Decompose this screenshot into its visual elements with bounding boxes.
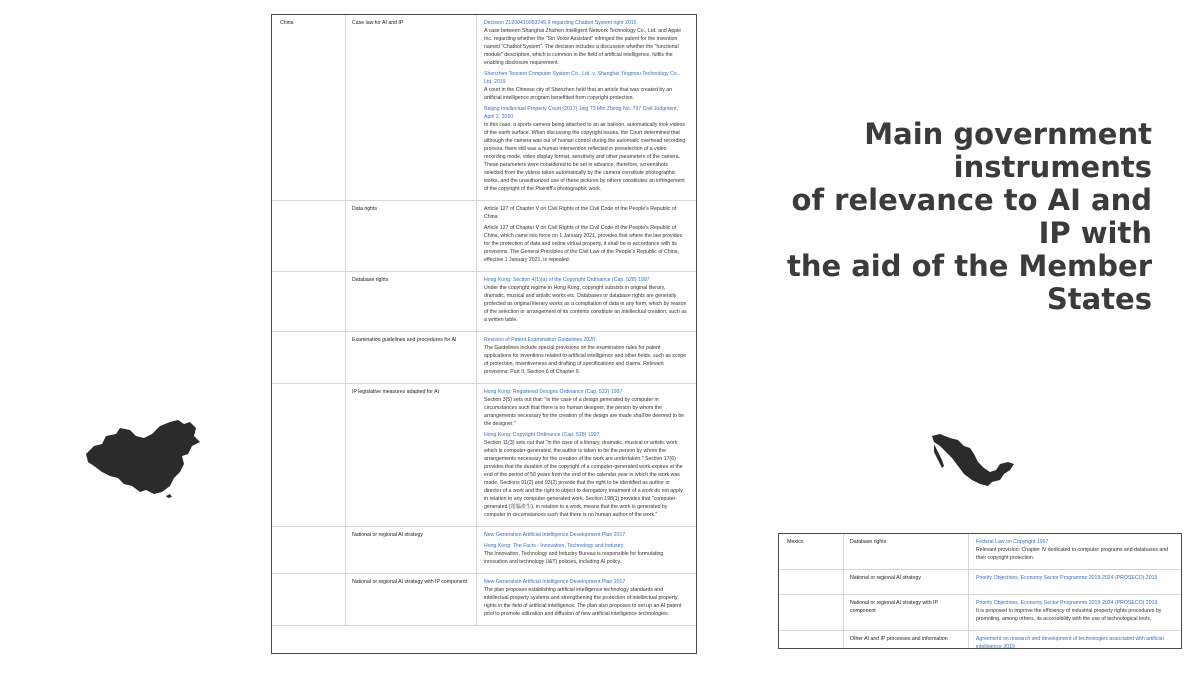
instrument-description: Relevant provision: Chapter IV dedicated to computer programs and databases and their copyright protection. — [976, 547, 1169, 561]
instrument-cell — [968, 570, 1181, 594]
instrument-link[interactable]: New Generation Artificial Intelligence Development Plan 2017 — [484, 532, 626, 538]
china-document-panel — [271, 14, 697, 654]
instrument-cell — [476, 332, 696, 383]
instrument-entry — [484, 205, 688, 221]
instrument-link[interactable]: Hong Kong: The Facts - Innovation, Technology and Industry — [484, 543, 624, 549]
table-row — [272, 574, 696, 626]
instrument-link[interactable]: Hong Kong: Registered Designs Ordinance (Cap. 522) 1997 — [484, 389, 623, 395]
mexico-document-panel — [778, 533, 1182, 649]
instrument-cell — [476, 384, 696, 526]
china-table — [272, 15, 696, 626]
instrument-link[interactable]: New Generation Artificial Intelligence Development Plan 2017 — [484, 579, 626, 585]
category-cell: National or regional AI strategy with IP component — [345, 574, 476, 625]
instrument-entry — [484, 105, 688, 193]
instrument-link[interactable]: Decision ZL200410053749.9 regarding Chatbot System right 2015 — [484, 20, 637, 26]
mexico-map-icon — [930, 430, 1016, 488]
country-cell: China — [280, 20, 294, 26]
country-cell — [779, 570, 843, 594]
instrument-description: Article 127 of Chapter V on Civil Rights of the Civil Code of the People's Republic of China, which came into force on 1 January 2021, provides that where the law provides for the protection of data and online virtual property, it shall be in accordance with its provisions. The General Principles of the Civil Law of the People's Republic of China, effective 1 January 2021, is repealed. — [484, 225, 683, 263]
instrument-cell — [476, 527, 696, 573]
table-row — [272, 527, 696, 574]
instrument-description: The Guidelines include special provisions on the examination rules for patent applications for inventions related to artificial intelligence and other fields, such as scope of protection, inventiveness and drafting of specifications and claims. Relevant provisions: Part II, Section 6 of Chapter 9. — [484, 345, 687, 375]
table-row — [779, 534, 1181, 570]
instrument-cell — [476, 272, 696, 331]
table-row — [272, 272, 696, 332]
category-cell: Data rights — [345, 201, 476, 271]
instrument-description: Under the copyright regime in Hong Kong, copyright subsists in original literary, dramatic, musical and artistic works etc. Databases or database rights are generally protected as original literary works as a compilation of data in any form, which by reason of the selection or arrangement of its contents constitute an intellectual creation, such as a written table. — [484, 285, 687, 323]
instrument-link[interactable]: Priority Objectives, Economy Sector Programme 2019-2024 (PROSECO) 2019 — [976, 575, 1158, 581]
country-cell — [779, 631, 843, 649]
headline-line-3: the aid of the Member States — [786, 249, 1152, 316]
country-cell — [272, 201, 345, 271]
instrument-cell — [968, 631, 1181, 649]
instrument-entry — [484, 531, 688, 539]
instrument-entry — [484, 542, 688, 566]
instrument-cell — [476, 201, 696, 271]
china-map-icon — [80, 416, 204, 498]
table-row — [779, 570, 1181, 595]
instrument-description: Section 3(5) sets out that: "in the case of a design generated by computer in circumstances such that there is no human designer, the person by whom the arrangements necessary for the creation of the design are made shall be deemed to be the designer." — [484, 397, 685, 427]
headline-line-1: Main government instruments — [864, 117, 1152, 184]
instrument-link[interactable]: Federal Law on Copyright 1997 — [976, 539, 1049, 545]
instrument-link[interactable]: Agreement on research and development of technologies associated with artificial intelligence 2019 — [976, 636, 1164, 649]
category-cell: National or regional AI strategy — [345, 527, 476, 573]
instrument-description: A case between Shanghai Zhizhen Intelligent Network Technology Co., Ltd. and Apple Inc. regarding whether the "Siri Voice Assistant" infringed the patent for the invention named "Chatbot System". The decision includes a discussion whether the "functional module" description, which is common in the field of artificial intelligence, fulfils the enabling disclosure requirement. — [484, 28, 682, 66]
table-row — [272, 332, 696, 384]
country-cell — [272, 384, 345, 526]
instrument-cell — [476, 574, 696, 625]
instrument-link[interactable]: Revision of Patent Examination Guidelines 2020 — [484, 337, 596, 343]
table-row — [272, 384, 696, 527]
category-cell: Examination guidelines and procedures for AI — [345, 332, 476, 383]
instrument-description: It is proposed to improve the efficiency of industrial property rights procedures by promoting, among others, its accessibility with the use of technological tools. — [976, 608, 1162, 622]
instrument-link[interactable]: Beijing Intellectual Property Court (2017) Jing 73 Min Zhong No. 797 Civil Judgment, April 2, 2020 — [484, 106, 679, 120]
instrument-entry — [484, 224, 688, 264]
instrument-link[interactable]: Hong Kong: Section 4(1)(a) of the Copyright Ordinance (Cap. 528) 1997 — [484, 277, 650, 283]
instrument-description: Section 11(3) sets out that "in the case of a literary, dramatic, musical or artistic work which is computer-generated, the author is taken to be the person by whom the arrangements necessary for the creation of the work are undertaken." Section 17(6) provides that the duration of the copyright of a computer-generated work expires at the end of the period of 50 years from the end of the calendar year in which the work was made. Sections 91(2) and 93(2) provide that the right to be identified as author or director of a work and the right to object to derogatory treatment of a work do not apply in relation to any computer-generated work. Section 198(1) provides that "computer-generated (電腦產生), in relation to a work, means that the work is generated by computer in circumstances such that there is no human author of the work." — [484, 440, 683, 518]
country-cell — [272, 272, 345, 331]
instrument-entry — [484, 19, 688, 67]
country-cell — [272, 332, 345, 383]
country-cell — [272, 527, 345, 573]
instrument-description: The plan proposes establishing artificial intelligence technology standards and intellectual property systems and strengthening the protection of intellectual property rights in the field of artificial intelligence. The plan also proposes to set up an AI patent pool to promote utilization and diffusion of new artificial intelligence technologies. — [484, 587, 682, 617]
country-cell — [272, 574, 345, 625]
category-cell: IP legislative measures adapted for AI — [345, 384, 476, 526]
country-cell: Mexico — [787, 539, 804, 545]
category-cell: Other AI and IP processes and information — [843, 631, 968, 649]
instrument-entry — [484, 578, 688, 618]
category-cell: Case law for AI and IP — [345, 15, 476, 200]
category-cell: Database rights — [843, 534, 968, 569]
table-row — [272, 15, 696, 201]
instrument-description: A court in the Chinese city of Shenzhen held that an article that was created by an artificial intelligence program benefitted from copyright protection. — [484, 87, 673, 101]
instrument-cell — [968, 534, 1181, 569]
table-row — [272, 201, 696, 272]
instrument-entry — [484, 431, 688, 519]
table-row — [779, 595, 1181, 631]
category-cell: Database rights — [345, 272, 476, 331]
instrument-link[interactable]: Shenzhen Tencent Computer System Co., Ltd. v. Shanghai Yingmou Technology Co., Ltd. 2019 — [484, 71, 680, 85]
instrument-entry — [484, 336, 688, 376]
country-cell — [779, 595, 843, 630]
category-cell: National or regional AI strategy with IP component — [843, 595, 968, 630]
headline-line-2: of relevance to AI and IP with — [791, 183, 1152, 250]
instrument-description: Article 127 of Chapter V on Civil Rights of the Civil Code of the People's Republic of China — [484, 206, 677, 220]
instrument-entry — [484, 70, 688, 102]
instrument-description: In this case, a sports camera being attached to an air balloon, automatically took videos of the earth surface. When discussing the copyright issues, the Court determined that although the camera was out of human control during the automatic overhead recording process, there still was a human intervention reflected in preselection of a video recording mode, video display format, sensitivity and other parameters of the camera. These parameters were considered to be set in advance, therefore, screenshots selected from the videos taken automatically by the camera constitute photographic works, and the unauthorized use of these pictures by others constitutes an infringement of the copyright of the Plaintiff's photographic work. — [484, 122, 686, 192]
instrument-entry — [484, 388, 688, 428]
instrument-cell — [476, 15, 696, 200]
instrument-link[interactable]: Hong Kong: Copyright Ordinance (Cap. 528) 1997 — [484, 432, 600, 438]
instrument-entry — [976, 599, 1173, 623]
slide-headline — [752, 118, 1152, 316]
instrument-entry — [484, 276, 688, 324]
instrument-entry — [976, 635, 1173, 649]
instrument-entry — [976, 574, 1173, 582]
mexico-table — [779, 534, 1181, 649]
instrument-cell — [968, 595, 1181, 630]
instrument-description: The Innovation, Technology and Industry Bureau is responsible for formulating innovation and technology (I&T) policies, including AI policy. — [484, 551, 664, 565]
instrument-entry — [976, 538, 1173, 562]
category-cell: National or regional AI strategy — [843, 570, 968, 594]
table-row — [779, 631, 1181, 649]
instrument-link[interactable]: Priority Objectives, Economy Sector Programme 2019-2024 (PROSECO) 2019 — [976, 600, 1158, 606]
